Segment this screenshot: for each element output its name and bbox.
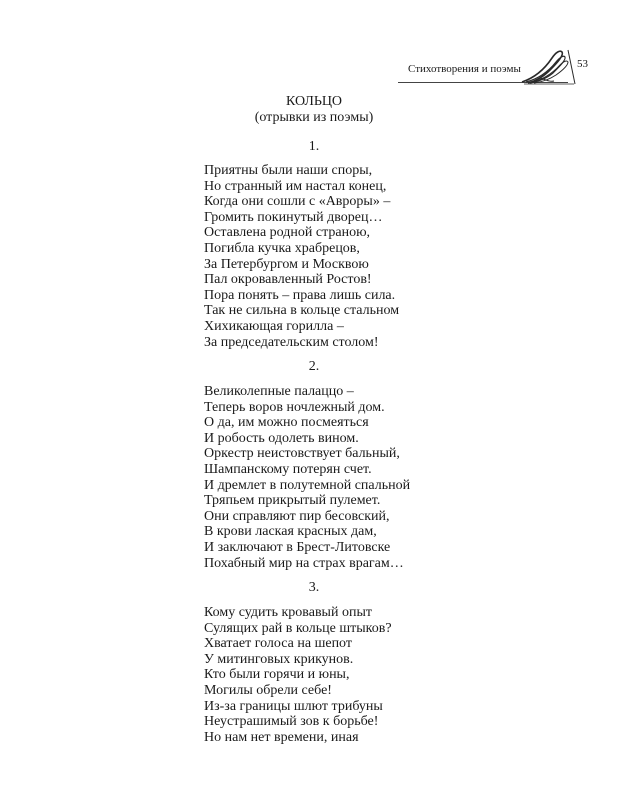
- poem-line: Пал окровавленный Ростов!: [204, 272, 372, 288]
- poem-line: Когда они сошли с «Авроры» –: [204, 194, 391, 210]
- poem-line: Громить покинутый дворец…: [204, 209, 383, 225]
- poem-line: Великолепные палаццо –: [204, 384, 354, 399]
- poem-line: Оркестр неистовствует бальный,: [204, 446, 400, 462]
- poem-title: КОЛЬЦО: [286, 94, 342, 109]
- poem-line: Кому судить кровавый опыт: [204, 605, 372, 620]
- section-number: 1.: [308, 139, 320, 154]
- poem-line: Кто были горячи и юны,: [204, 667, 350, 683]
- poem-line: Из-за границы шлют трибуны: [204, 698, 383, 714]
- poem-line: Тряпьем прикрытый пулемет.: [204, 493, 381, 509]
- stanza: [204, 384, 410, 571]
- poem-line: Они справляют пир бесовский,: [204, 508, 390, 524]
- poem-line: Могилы обрели себе!: [204, 682, 332, 698]
- poem-line: И дремлет в полутемной спальной: [204, 477, 411, 493]
- section-number: 2.: [308, 359, 320, 374]
- poem-subtitle: (отрывки из поэмы): [254, 110, 374, 125]
- poem-line: Хихикающая горилла –: [204, 318, 344, 334]
- calligraphic-flourish-icon: [520, 48, 576, 88]
- poem-line: Сулящих рай в кольце штыков?: [204, 620, 392, 636]
- poem-line: Неустрашимый зов к борьбе!: [204, 714, 379, 730]
- poem-line: О да, им можно посмеяться: [204, 415, 369, 431]
- poem-line: У митинговых крикунов.: [204, 651, 354, 667]
- poem-line: Теперь воров ночлежный дом.: [204, 399, 385, 415]
- section-number: 3.: [308, 580, 320, 595]
- poem-line: За председательским столом!: [204, 334, 379, 350]
- poem-line: И заключают в Брест-Литовске: [204, 539, 391, 555]
- poem-line: Но странный им настал конец,: [204, 178, 387, 194]
- poem-line: Пора понять – права лишь сила.: [204, 287, 396, 303]
- poem-line: Оставлена родной страною,: [204, 225, 371, 241]
- poem-line: За Петербургом и Москвою: [204, 256, 369, 272]
- poem-line: В крови лаская красных дам,: [204, 524, 377, 540]
- running-title: Стихотворения и поэмы: [408, 63, 521, 75]
- poem-line: Приятны были наши споры,: [204, 163, 373, 178]
- running-header: [398, 54, 598, 84]
- poem-line: И робость одолеть вином.: [204, 430, 359, 446]
- stanza: [204, 163, 399, 350]
- poem-line: Но нам нет времени, иная: [204, 729, 359, 745]
- page-number: 53: [577, 58, 588, 70]
- stanza: [204, 605, 392, 745]
- poem-line: Шампанскому потерян счет.: [204, 461, 372, 477]
- poem-line: Похабный мир на страх врагам…: [204, 555, 404, 571]
- poem-line: Хватает голоса на шепот: [204, 636, 352, 652]
- poem-line: Так не сильна в кольце стальном: [204, 303, 400, 319]
- poem-line: Погибла кучка храбрецов,: [204, 240, 360, 256]
